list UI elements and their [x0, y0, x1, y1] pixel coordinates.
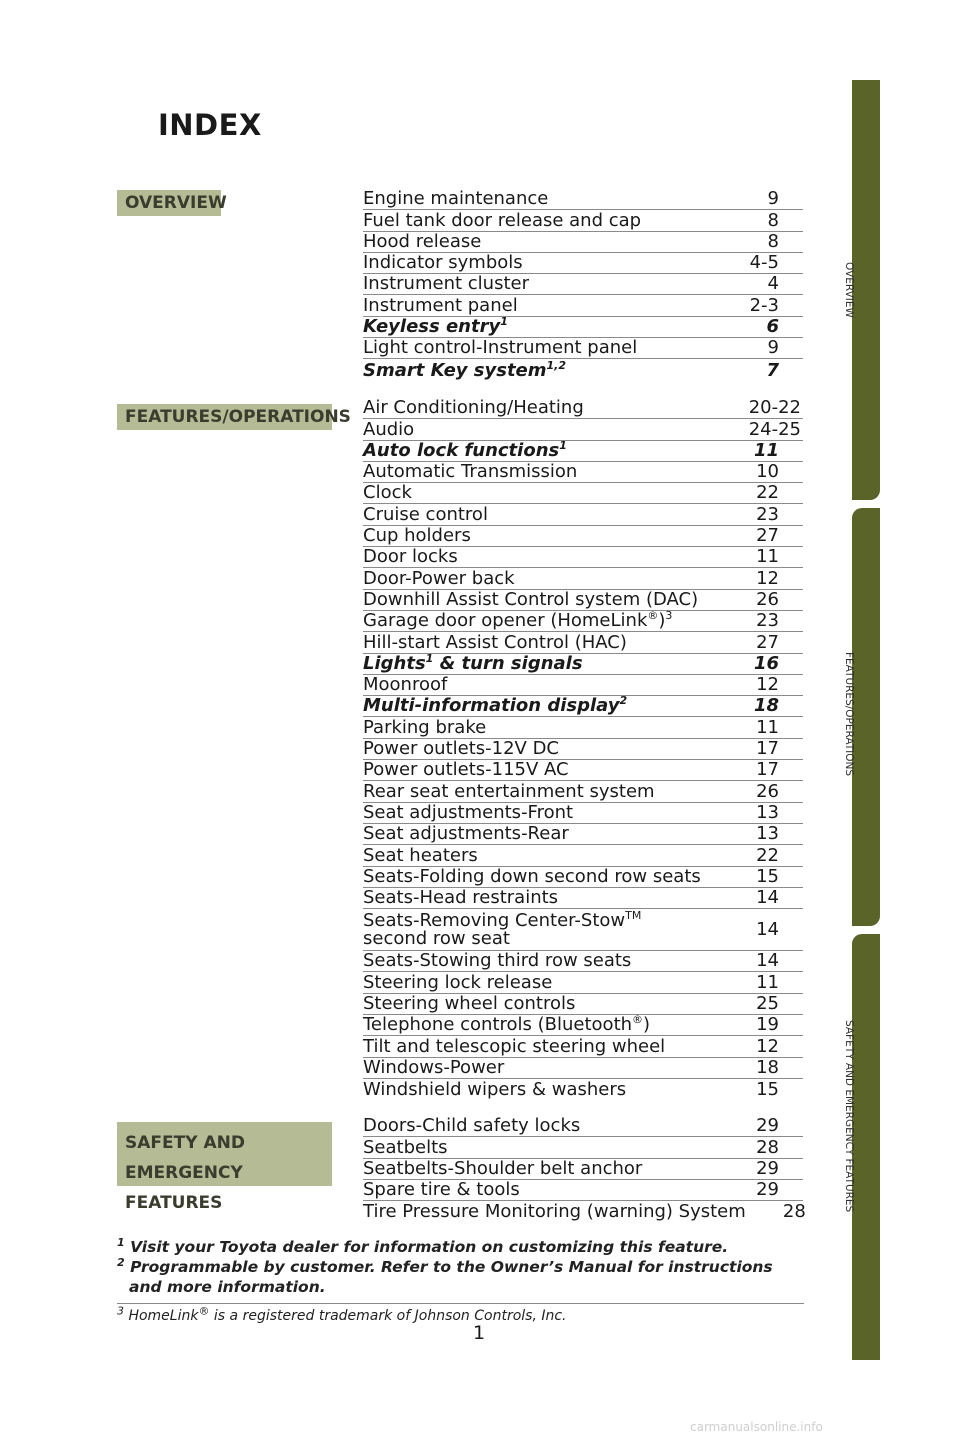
- index-entry-label: [363, 1180, 520, 1200]
- index-entry-tm: TM: [625, 908, 642, 922]
- index-entry-page: 20-22: [748, 397, 801, 419]
- category-safety-emergency: [117, 1122, 332, 1213]
- index-entry-page: 4: [767, 273, 779, 295]
- index-entry-page: 8: [767, 230, 779, 252]
- index-entry-label: Door-Power back: [363, 567, 515, 589]
- index-entry-page: 9: [767, 188, 779, 210]
- index-entry-label: [363, 675, 447, 695]
- index-entry: [363, 972, 803, 993]
- index-entry-page: 11: [756, 546, 779, 568]
- index-entry: [363, 1036, 803, 1057]
- index-entry: [363, 438, 803, 462]
- index-entry-label: Air Conditioning/Heating: [363, 397, 584, 419]
- index-entry: [363, 651, 803, 675]
- index-entry-page: 23: [756, 610, 779, 632]
- category-safety-line2: EMERGENCY FEATURES: [125, 1163, 243, 1213]
- index-entry-label: [363, 696, 627, 716]
- index-entry-label: [363, 398, 584, 418]
- index-entry-label: Garage door opener (HomeLink: [363, 610, 648, 632]
- index-entry: [363, 994, 803, 1015]
- index-entry-label: [363, 211, 641, 231]
- index-entry: [363, 568, 803, 589]
- side-tab-label-safety: SAFETY AND EMERGENCY FEATURES: [843, 1020, 855, 1213]
- index-entry-label: Door locks: [363, 546, 458, 568]
- category-overview: OVERVIEW: [117, 190, 221, 216]
- index-entry-sup: 1,2: [546, 358, 567, 372]
- footnote-2: [117, 1257, 804, 1297]
- page-number: 1: [473, 1322, 486, 1344]
- index-entry: [363, 675, 803, 696]
- index-entry-label: Downhill Assist Control system (DAC): [363, 588, 699, 610]
- index-entry-label: [363, 1116, 580, 1136]
- index-entry-label: [363, 547, 458, 567]
- footnote-3-text: is a registered trademark of Johnson Controls, Inc.: [209, 1308, 567, 1324]
- index-entry-page: 26: [756, 588, 779, 610]
- index-entry-page: 17: [756, 759, 779, 781]
- index-entry: [363, 1079, 803, 1100]
- footnote-3-brand: HomeLink: [128, 1308, 199, 1324]
- index-entry-label: [363, 633, 627, 653]
- index-entry-label: Telephone controls (Bluetooth: [363, 1014, 633, 1036]
- index-entry-label: [363, 1202, 746, 1222]
- index-entry-label: [363, 505, 488, 525]
- index-entry-page: 24-25: [748, 418, 801, 440]
- footnote-2-text: Programmable by customer. Refer to the Owner’s Manual for instructions and more information.: [129, 1258, 773, 1296]
- index-entry-tail: ): [643, 1014, 651, 1036]
- index-entry: [363, 824, 803, 845]
- index-entry-page: 26: [756, 780, 779, 802]
- index-entry: [363, 253, 803, 274]
- index-entry-label: Indicator symbols: [363, 252, 523, 274]
- footnotes: [117, 1237, 804, 1324]
- index-entry: [363, 274, 803, 295]
- index-entry-label: Seatbelts-Shoulder belt anchor: [363, 1157, 643, 1179]
- index-entry-label: [363, 1080, 626, 1100]
- index-entry-page: 27: [756, 631, 779, 653]
- index-entry-label: [363, 782, 655, 802]
- features-index-list: [363, 398, 803, 1100]
- index-entry-label: Cruise control: [363, 503, 488, 525]
- index-entry-label: Steering lock release: [363, 971, 553, 993]
- index-entry-label: [363, 803, 573, 823]
- index-entry: [363, 951, 803, 972]
- footnote-1-mark: 1: [117, 1235, 125, 1249]
- index-entry-page: 29: [756, 1115, 779, 1137]
- index-entry-label: Seat adjustments-Front: [363, 801, 574, 823]
- index-entry-label: Tilt and telescopic steering wheel: [363, 1035, 666, 1057]
- index-entry: [363, 696, 803, 717]
- index-entry-label: [363, 338, 637, 358]
- index-entry-label: Doors-Child safety locks: [363, 1115, 581, 1137]
- index-entry-sup: 2: [619, 694, 628, 708]
- side-tab-label-features: FEATURES/OPERATIONS: [843, 652, 855, 777]
- index-entry-label: [363, 1015, 650, 1035]
- index-entry-label: [363, 274, 529, 294]
- index-entry-label: [363, 526, 471, 546]
- index-entry: [363, 909, 803, 951]
- index-entry: [363, 632, 803, 653]
- index-entry: [363, 781, 803, 802]
- index-entry: [363, 1058, 803, 1079]
- index-entry: [363, 359, 803, 380]
- index-entry-page: 29: [756, 1157, 779, 1179]
- overview-index-list: [363, 189, 803, 381]
- index-entry: [363, 1116, 803, 1137]
- index-entry: [363, 888, 803, 909]
- index-entry-label: Tire Pressure Monitoring (warning) System: [363, 1201, 746, 1223]
- index-entry-label: Instrument panel: [363, 294, 518, 316]
- index-entry-label: Rear seat entertainment system: [363, 780, 655, 802]
- footnote-3: [117, 1304, 804, 1324]
- index-entry-page: 14: [756, 918, 779, 940]
- index-entry: [363, 590, 803, 611]
- index-entry-sup: 1: [559, 438, 567, 452]
- index-entry-label: Parking brake: [363, 716, 487, 738]
- watermark: carmanualsonline.info: [690, 1420, 823, 1434]
- index-entry-page: 22: [756, 482, 779, 504]
- index-entry: [363, 760, 803, 781]
- index-entry-label: Steering wheel controls: [363, 993, 576, 1015]
- index-entry-label: [363, 462, 577, 482]
- index-entry: [363, 210, 803, 231]
- index-entry-page: 25: [756, 993, 779, 1015]
- index-entry-page: 18: [753, 695, 779, 717]
- index-entry-label: [363, 846, 478, 866]
- index-entry-label: Engine maintenance: [363, 188, 549, 210]
- index-entry-page: 29: [756, 1179, 779, 1201]
- index-entry-label: Lights: [363, 652, 426, 674]
- index-entry-label: Windows-Power: [363, 1056, 505, 1078]
- index-entry-page: 4-5: [749, 252, 779, 274]
- index-entry-label: [363, 483, 412, 503]
- safety-index-list: [363, 1115, 806, 1223]
- index-entry-page: 17: [756, 738, 779, 760]
- side-tab-features-operations[interactable]: [852, 508, 880, 926]
- index-entry-page: 28: [782, 1201, 806, 1223]
- index-entry-label: [363, 317, 508, 337]
- side-tab-label-overview: OVERVIEW: [843, 262, 855, 318]
- index-entry-label: [363, 718, 486, 738]
- index-entry-page: 22: [756, 844, 779, 866]
- index-entry-page: 15: [756, 1079, 779, 1101]
- index-entry-page: 23: [756, 503, 779, 525]
- index-entry-reg: ®: [632, 1013, 644, 1027]
- index-entry-label: [363, 1159, 642, 1179]
- footnote-3-mark: 3: [117, 1304, 124, 1318]
- index-entry-label: [363, 590, 698, 610]
- index-entry-reg: ®: [647, 609, 659, 623]
- index-entry-page: 12: [756, 674, 779, 696]
- index-entry: [363, 1201, 806, 1223]
- index-entry-label: Clock: [363, 482, 412, 504]
- index-entry-label: Seatbelts: [363, 1136, 448, 1158]
- index-entry: [363, 845, 803, 866]
- index-entry: [363, 1137, 803, 1158]
- index-entry: [363, 867, 803, 888]
- index-entry-label: Fuel tank door release and cap: [363, 209, 642, 231]
- index-entry: [363, 338, 803, 359]
- index-entry-sup: 1: [500, 315, 508, 329]
- index-entry-page: 16: [753, 652, 779, 674]
- index-entry-page: 12: [756, 1035, 779, 1057]
- index-entry-label: Spare tire & tools: [363, 1179, 520, 1201]
- index-entry-label: Instrument cluster: [363, 273, 529, 295]
- index-entry-label: [363, 189, 548, 209]
- index-entry-page: 11: [753, 439, 779, 461]
- index-entry-page: 27: [756, 525, 779, 547]
- index-entry: [363, 295, 803, 316]
- index-entry: [363, 1159, 803, 1180]
- index-entry-label: Seats-Stowing third row seats: [363, 950, 632, 972]
- index-entry-label: Windshield wipers & washers: [363, 1079, 627, 1101]
- index-entry-page: 10: [756, 461, 779, 483]
- index-entry-label: Cup holders: [363, 525, 471, 547]
- side-tab-overview[interactable]: [852, 80, 880, 500]
- index-entry: [363, 611, 803, 632]
- index-entry: [363, 504, 803, 525]
- index-entry-label: Hill-start Assist Control (HAC): [363, 631, 627, 653]
- index-entry-label: [363, 739, 559, 759]
- index-entry-tail: ): [658, 610, 666, 632]
- index-entry-page: 19: [756, 1014, 779, 1036]
- index-entry-page: 7: [766, 359, 779, 381]
- index-entry-page: 13: [756, 801, 779, 823]
- index-entry: [363, 739, 803, 760]
- index-entry-label: Smart Key system: [363, 359, 547, 381]
- index-entry-label: Automatic Transmission: [363, 461, 578, 483]
- category-features-operations: FEATURES/OPERATIONS: [117, 404, 332, 430]
- index-entry: [363, 462, 803, 483]
- index-entry-label: [363, 232, 481, 252]
- index-entry: [363, 398, 803, 419]
- index-entry-label: [363, 358, 567, 381]
- index-entry-label: Keyless entry: [363, 316, 501, 338]
- index-entry-label: [363, 420, 414, 440]
- index-entry-label: [363, 951, 631, 971]
- index-entry-page: 12: [756, 567, 779, 589]
- index-entry-label: [363, 253, 523, 273]
- index-entry-label: [363, 1138, 448, 1158]
- index-entry-page: 6: [766, 316, 779, 338]
- index-entry-label: [363, 867, 701, 887]
- index-entry-label: [363, 888, 558, 908]
- index-entry: [363, 1180, 803, 1201]
- footnote-2-mark: 2: [117, 1255, 125, 1269]
- index-entry-label: Light control-Instrument panel: [363, 337, 638, 359]
- index-entry-page: 11: [756, 716, 779, 738]
- index-entry: [363, 803, 803, 824]
- index-entry-label: Auto lock functions: [363, 439, 560, 461]
- footnote-divider: [117, 1303, 804, 1304]
- index-entry: [363, 419, 803, 440]
- index-entry-label: [363, 569, 515, 589]
- index-entry-label: Seat heaters: [363, 844, 478, 866]
- index-entry-label: [363, 973, 552, 993]
- index-entry-page: 15: [756, 865, 779, 887]
- index-entry-label: [363, 611, 672, 631]
- index-entry: [363, 483, 803, 504]
- index-entry-page: 2-3: [749, 294, 779, 316]
- index-entry-page: 13: [756, 823, 779, 845]
- index-entry-label: [363, 760, 569, 780]
- index-entry-label: [363, 824, 569, 844]
- index-entry-page: 28: [756, 1136, 779, 1158]
- index-entry: [363, 547, 803, 568]
- index-entry-label: Seats-Removing Center-Stow: [363, 909, 626, 931]
- index-entry: [363, 717, 803, 738]
- index-entry-sup: 1: [425, 651, 434, 665]
- index-entry-page: 11: [756, 971, 779, 993]
- index-entry-label: [363, 994, 575, 1014]
- index-entry-page: 8: [767, 209, 779, 231]
- index-entry: [363, 1015, 803, 1036]
- index-entry: [363, 317, 803, 338]
- index-entry-page: 18: [756, 1056, 779, 1078]
- index-entry-page: 14: [756, 950, 779, 972]
- page-title: INDEX: [158, 108, 262, 142]
- index-entry-sup: 3: [665, 609, 673, 623]
- footnote-1: [117, 1237, 804, 1257]
- index-entry-label: [363, 296, 518, 316]
- index-entry-tail: & turn signals: [433, 652, 583, 674]
- index-entry-label: [363, 1058, 504, 1078]
- index-entry-page: 14: [756, 887, 779, 909]
- index-entry-label: [363, 1037, 665, 1057]
- index-entry-label: Seats-Head restraints: [363, 887, 559, 909]
- index-entry-label: Moonroof: [363, 674, 448, 696]
- index-entry-label: [363, 651, 583, 674]
- index-entry-label: Multi-information display: [363, 695, 620, 717]
- index-entry-label: Power outlets-12V DC: [363, 738, 559, 760]
- index-entry: [363, 526, 803, 547]
- index-entry-label: [363, 438, 567, 461]
- index-entry-label: [363, 908, 663, 949]
- side-tab-safety-emergency[interactable]: [852, 934, 880, 1360]
- index-entry-line2: second row seat: [363, 927, 510, 949]
- index-entry-label: Hood release: [363, 230, 482, 252]
- footnote-3-reg: ®: [198, 1304, 210, 1318]
- index-entry-label: Audio: [363, 418, 415, 440]
- index-entry-label: Seat adjustments-Rear: [363, 823, 569, 845]
- index-entry: [363, 232, 803, 253]
- index-entry-label: Seats-Folding down second row seats: [363, 865, 701, 887]
- index-entry-page: 9: [767, 337, 779, 359]
- category-safety-line1: SAFETY AND: [125, 1133, 245, 1153]
- index-entry-label: Power outlets-115V AC: [363, 759, 569, 781]
- footnote-1-text: Visit your Toyota dealer for information on customizing this feature.: [130, 1238, 729, 1256]
- index-entry: [363, 189, 803, 210]
